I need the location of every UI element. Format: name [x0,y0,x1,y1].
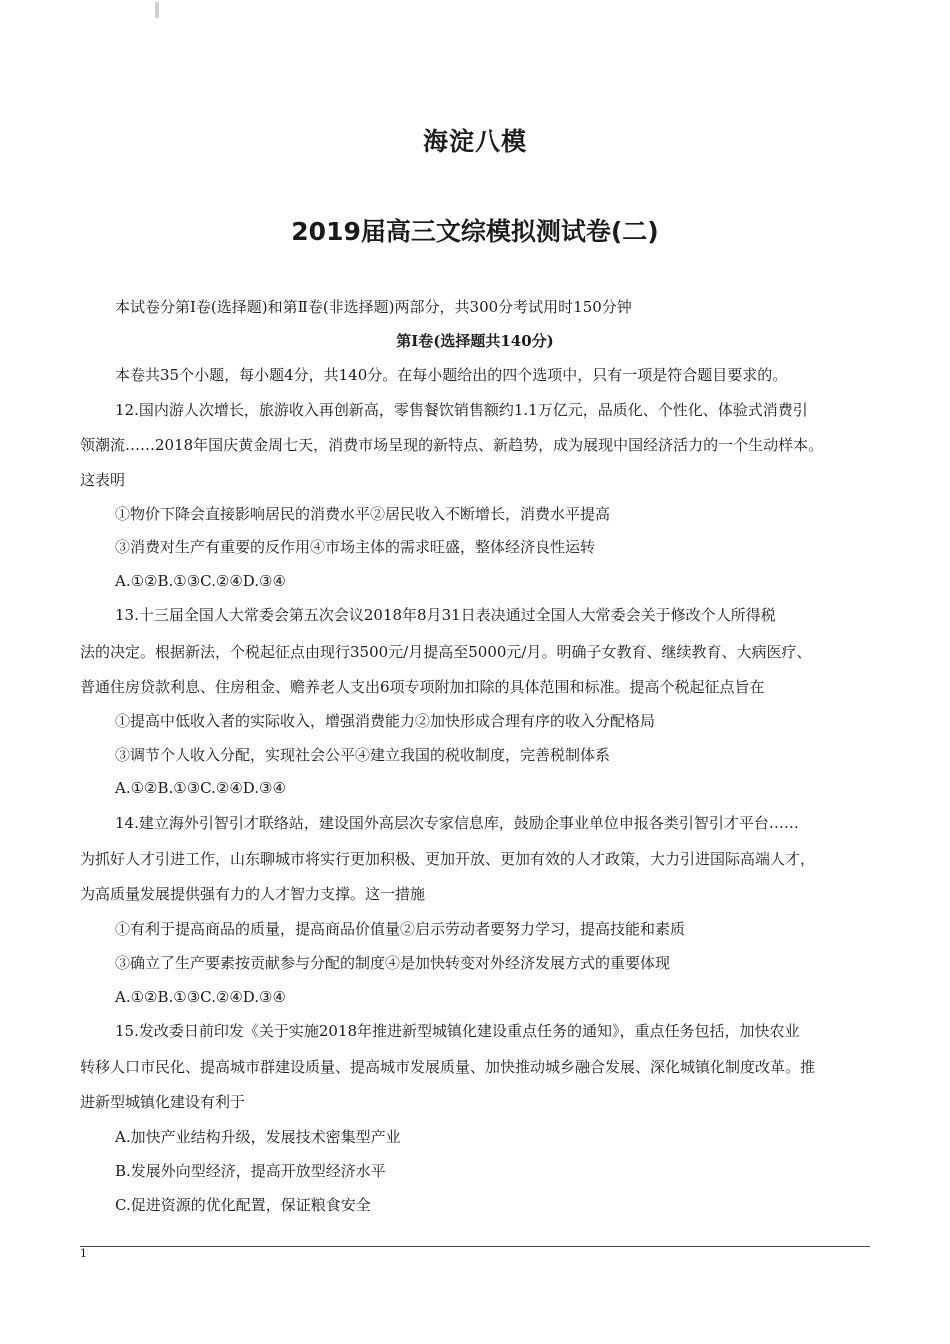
q15-option-b: B.发展外向型经济，提高开放型经济水平 [115,1162,386,1180]
page-subtitle: 2019届高三文综模拟测试卷(二) [291,217,659,246]
q14-stem-line-2: 为抓好人才引进工作，山东聊城市将实行更加积极、更加开放、更加有效的人才政策，大力引进国际高端人才， [80,850,816,868]
q14-stem-line-3: 为高质量发展提供强有力的人才智力支撑。这一措施 [80,885,426,903]
q13-choices: A.①②B.①③C.②④D.③④ [115,779,286,797]
section-title: 第Ⅰ卷(选择题共140分) [396,332,554,350]
q14-option-line-1: ①有利于提高商品的质量，提高商品价值量②启示劳动者要努力学习，提高技能和素质 [115,920,686,938]
page-title: 海淀八模 [422,127,527,156]
footer-divider [80,1246,870,1247]
q12-stem-line-3: 这表明 [80,471,126,489]
exam-intro: 本试卷分第Ⅰ卷(选择题)和第Ⅱ卷(非选择题)两部分，共300分考试用时150分钟 [115,298,632,316]
q14-option-line-2: ③确立了生产要素按贡献参与分配的制度④是加快转变对外经济发展方式的重要体现 [115,954,671,972]
q14-choices: A.①②B.①③C.②④D.③④ [115,988,286,1006]
q13-option-line-2: ③调节个人收入分配，实现社会公平④建立我国的税收制度，完善税制体系 [115,746,611,764]
q13-stem-line-3: 普通住房贷款利息、住房租金、赡养老人支出6项专项附加扣除的具体范围和标准。提高个税起征点旨在 [80,678,765,696]
section-instruction: 本卷共35个小题，每小题4分，共140分。在每小题给出的四个选项中，只有一项是符合题目要求的。 [115,366,788,384]
q13-stem-line-1: 13.十三届全国人大常委会第五次会议2018年8月31日表决通过全国人大常委会关于修改个人所得税 [115,606,776,624]
q15-stem-line-3: 进新型城镇化建设有利于 [80,1093,246,1111]
q12-choices: A.①②B.①③C.②④D.③④ [115,572,286,590]
q13-option-line-1: ①提高中低收入者的实际收入，增强消费能力②加快形成合理有序的收入分配格局 [115,712,656,730]
q14-stem-line-1: 14.建立海外引智引才联络站，建设国外高层次专家信息库，鼓励企事业单位申报各类引智引才平台…… [115,814,799,832]
q13-stem-line-2: 法的决定。根据新法，个税起征点由现行3500元/月提高至5000元/月。明确子女教育、继续教育、大病医疗、 [80,643,812,661]
q12-stem-line-2: 领潮流……2018年国庆黄金周七天，消费市场呈现的新特点、新趋势，成为展现中国经济活力的一个生动样本。 [80,436,824,454]
q15-option-c: C.促进资源的优化配置，保证粮食安全 [115,1196,371,1214]
q12-stem-line-1: 12.国内游人次增长，旅游收入再创新高，零售餐饮销售额约1.1万亿元，品质化、个性化、体验式消费引 [115,401,808,419]
q12-option-line-2: ③消费对生产有重要的反作用④市场主体的需求旺盛，整体经济良性运转 [115,538,596,556]
page-number: 1 [80,1247,87,1260]
q15-stem-line-2: 转移人口市民化、提高城市群建设质量、提高城市发展质量、加快推动城乡融合发展、深化城镇化制度改革。推 [80,1058,816,1076]
q12-option-line-1: ①物价下降会直接影响居民的消费水平②居民收入不断增长，消费水平提高 [115,505,611,523]
q15-option-a: A.加快产业结构升级，发展技术密集型产业 [115,1128,401,1146]
q15-stem-line-1: 15.发改委日前印发《关于实施2018年推进新型城镇化建设重点任务的通知》，重点任务包括，加快农业 [115,1022,800,1040]
scan-mark [155,2,159,18]
